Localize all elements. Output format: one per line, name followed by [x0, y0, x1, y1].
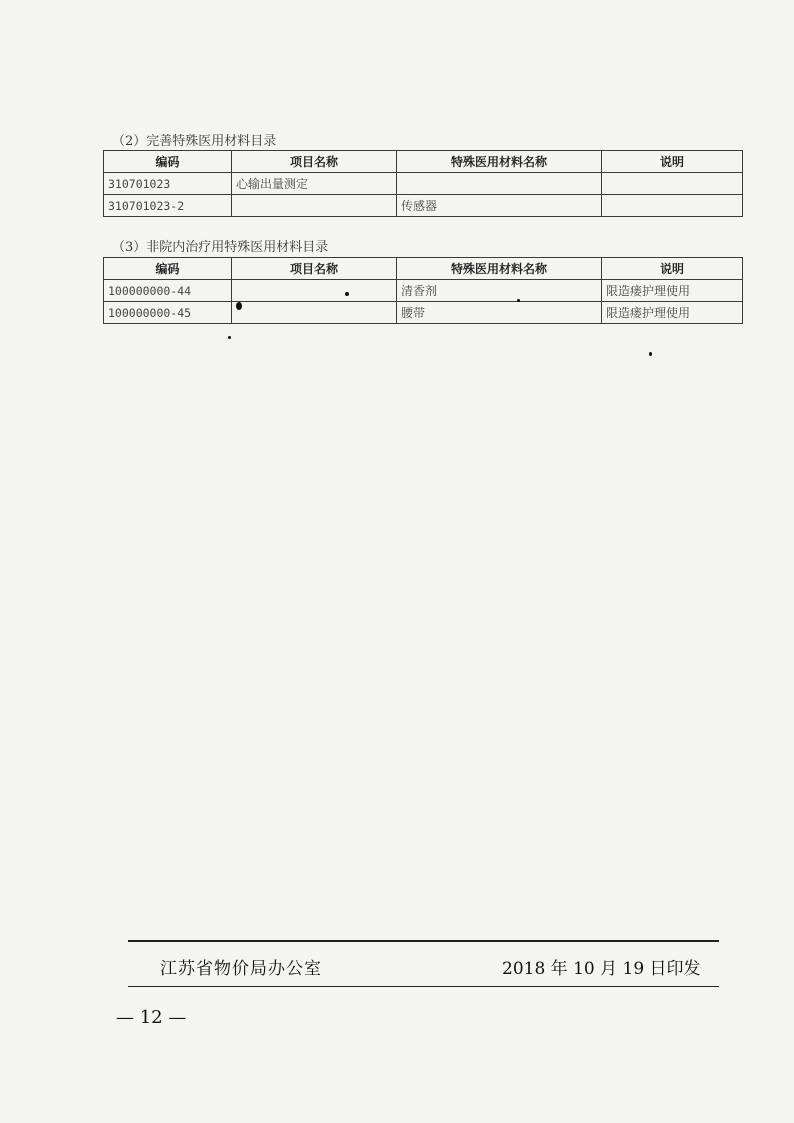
cell-code: 310701023-2: [104, 195, 232, 217]
header-item-name: 项目名称: [232, 151, 397, 173]
cell-material-name: 清香剂: [397, 280, 602, 302]
cell-note: 限造瘘护理使用: [602, 280, 743, 302]
header-material-name: 特殊医用材料名称: [397, 258, 602, 280]
header-note: 说明: [602, 258, 743, 280]
header-item-name: 项目名称: [232, 258, 397, 280]
cell-item-name: [232, 302, 397, 324]
cell-item-name: 心输出量测定: [232, 173, 397, 195]
header-code: 编码: [104, 258, 232, 280]
table-row: [104, 280, 743, 302]
scan-speck: [517, 299, 520, 302]
table-header-row: [104, 151, 743, 173]
footer-bottom-rule: [128, 986, 719, 987]
cell-code: 100000000-44: [104, 280, 232, 302]
cell-material-name: [397, 173, 602, 195]
header-note: 说明: [602, 151, 743, 173]
issue-date: 2018 年 10 月 19 日印发: [502, 959, 701, 979]
page-number: — 12 —: [116, 1007, 187, 1028]
scan-speck: [649, 352, 652, 356]
non-hospital-materials-table: [103, 257, 743, 324]
table-row: [104, 302, 743, 324]
section-2-title: （2）完善特殊医用材料目录: [112, 134, 277, 149]
cell-material-name: 传感器: [397, 195, 602, 217]
cell-code: 310701023: [104, 173, 232, 195]
table-row: [104, 195, 743, 217]
scan-speck: [228, 336, 231, 339]
cell-code: 100000000-45: [104, 302, 232, 324]
cell-item-name: [232, 195, 397, 217]
cell-note: 限造瘘护理使用: [602, 302, 743, 324]
cell-note: [602, 173, 743, 195]
special-materials-table: [103, 150, 743, 217]
header-code: 编码: [104, 151, 232, 173]
scan-speck: [345, 292, 349, 296]
table-header-row: [104, 258, 743, 280]
cell-item-name: [232, 280, 397, 302]
issuing-office: 江苏省物价局办公室: [160, 959, 322, 979]
section-3-title: （3）非院内治疗用特殊医用材料目录: [112, 240, 329, 255]
table-row: [104, 173, 743, 195]
footer-top-rule: [128, 940, 719, 942]
header-material-name: 特殊医用材料名称: [397, 151, 602, 173]
cell-note: [602, 195, 743, 217]
scan-speck: [236, 302, 242, 310]
cell-material-name: 腰带: [397, 302, 602, 324]
